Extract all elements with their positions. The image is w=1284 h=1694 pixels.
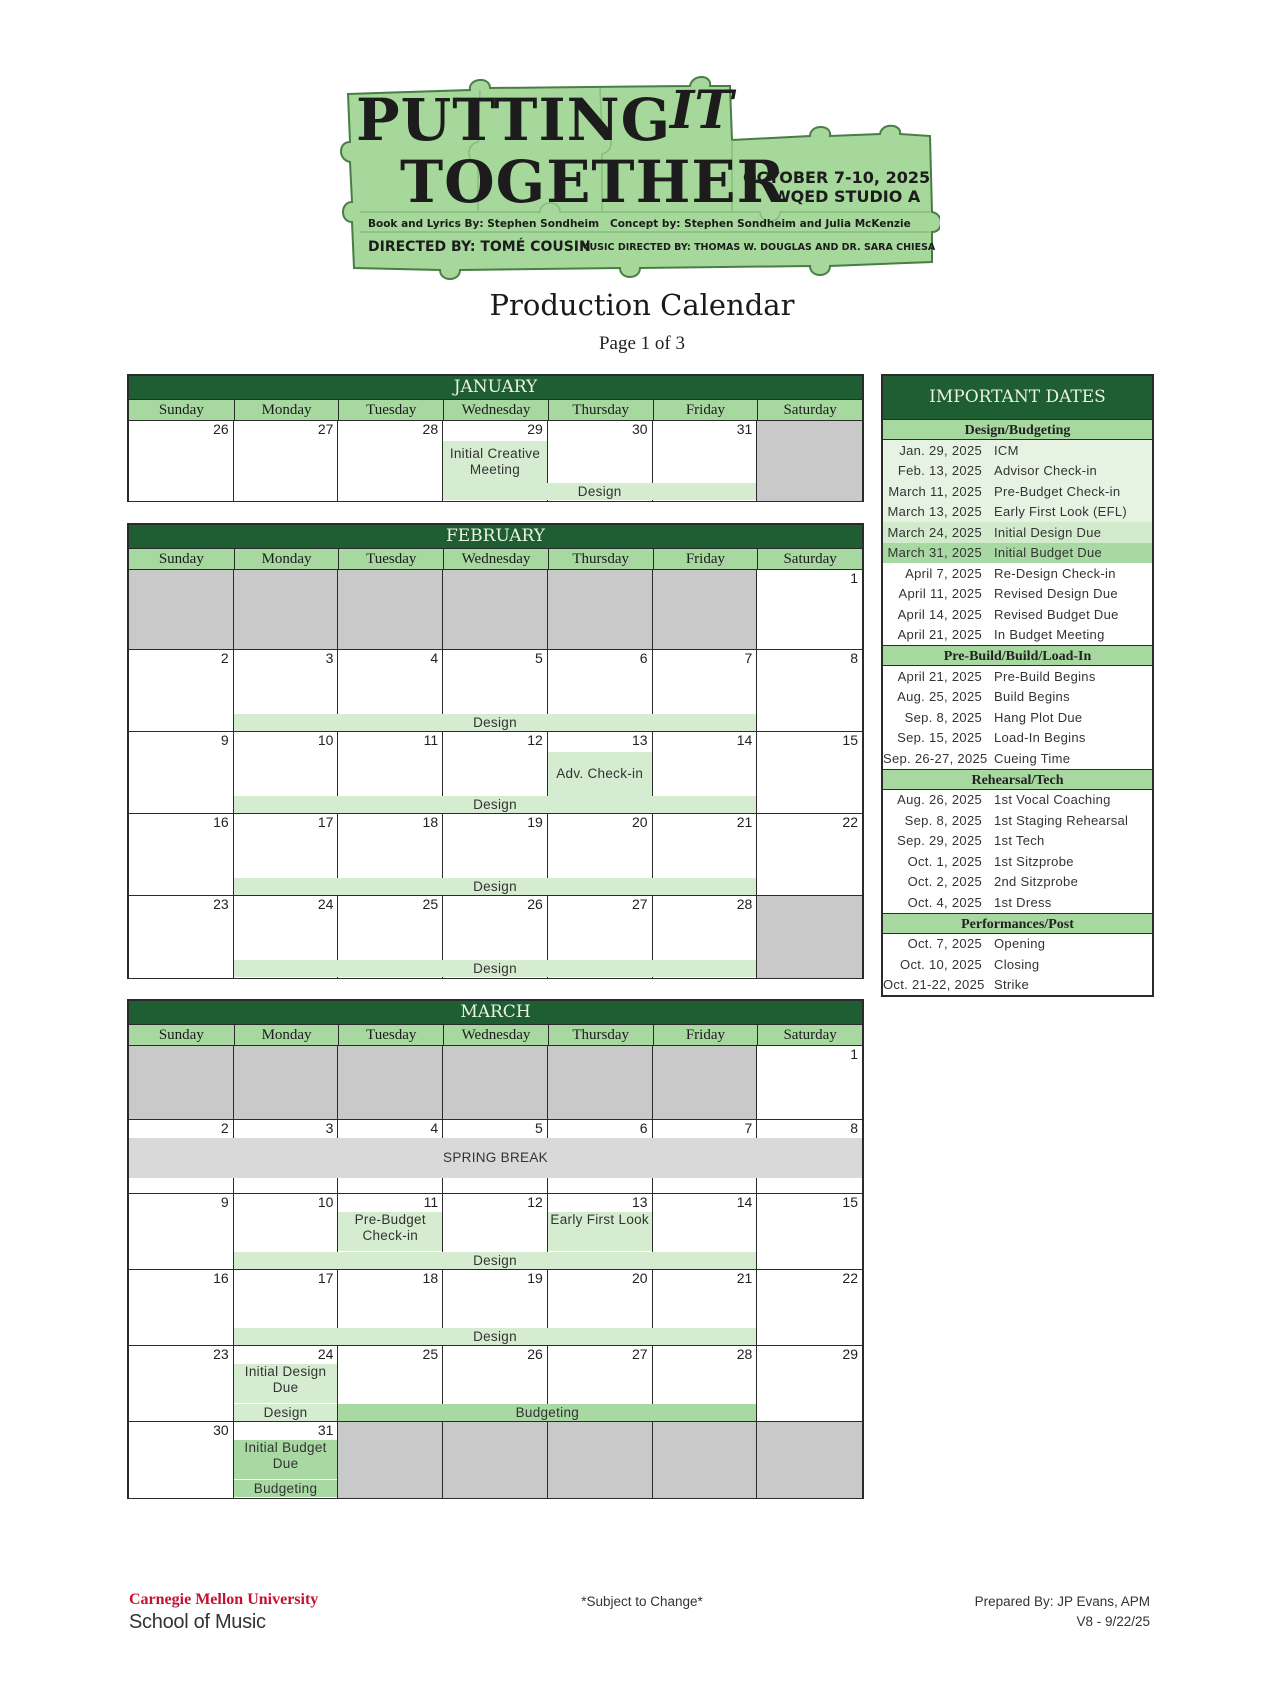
day-number: 27 (317, 421, 334, 437)
day-number: 27 (631, 896, 648, 912)
day-number: 17 (317, 1270, 334, 1286)
important-event: Closing (994, 956, 1040, 972)
day-number: 1 (850, 570, 858, 586)
day-number: 25 (422, 1346, 439, 1362)
day-cell (757, 1270, 862, 1346)
important-event: Build Begins (994, 689, 1070, 705)
day-cell (234, 1046, 339, 1120)
day-number: 20 (631, 1270, 648, 1286)
weekday-header (129, 548, 862, 569)
important-date: April 7, 2025 (905, 565, 982, 581)
day-number: 31 (317, 1422, 334, 1438)
day-cell (338, 570, 443, 650)
important-date: Oct. 10, 2025 (900, 956, 982, 972)
day-cell (338, 1422, 443, 1498)
important-dates-section: Performances/Post (883, 913, 1152, 934)
weekday-label: Tuesday (338, 1025, 443, 1045)
important-date: Jan. 29, 2025 (899, 442, 982, 458)
day-number: 28 (422, 421, 439, 437)
important-event: Early First Look (EFL) (994, 504, 1128, 520)
important-date-row (883, 461, 1152, 482)
day-number: 7 (744, 1120, 753, 1136)
day-cell (757, 1422, 862, 1498)
important-event: Load-In Begins (994, 730, 1086, 746)
day-number: 25 (422, 896, 439, 912)
important-date-row (883, 872, 1152, 893)
day-cell (653, 1046, 758, 1120)
day-number: 20 (631, 814, 648, 830)
important-date-row (883, 625, 1152, 646)
day-number: 10 (317, 732, 334, 748)
important-date-row (883, 563, 1152, 584)
day-number: 13 (631, 732, 648, 748)
subject-to-change-note: *Subject to Change* (581, 1594, 703, 1609)
important-event: Pre-Budget Check-in (994, 483, 1121, 499)
calendar-event: Initial Budget Due (234, 1440, 338, 1479)
page-count: Page 1 of 3 (598, 333, 685, 354)
school-name: School of Music (129, 1611, 266, 1633)
calendar-february (127, 523, 864, 979)
weekday-label: Thursday (548, 400, 653, 420)
day-number: 15 (842, 732, 858, 748)
logo-putting: PUTTING (356, 86, 672, 154)
day-number: 12 (527, 732, 543, 748)
important-date-row (883, 975, 1152, 996)
important-dates-section: Rehearsal/Tech (883, 769, 1152, 790)
day-number: 9 (220, 1194, 229, 1210)
day-cell (129, 1346, 234, 1422)
calendar-event: Design (234, 1252, 757, 1269)
day-number: 15 (842, 1194, 858, 1210)
day-number: 12 (527, 1194, 543, 1210)
day-number: 5 (535, 650, 543, 666)
important-date-row (883, 687, 1152, 708)
weekday-label: Sunday (158, 1027, 204, 1043)
weekday-label: Tuesday (338, 549, 443, 569)
day-number: 30 (213, 1422, 229, 1438)
logo-together: TOGETHER (400, 148, 786, 216)
weekday-label: Saturday (757, 549, 862, 569)
calendar-event: Initial Design Due (234, 1364, 338, 1403)
calendar-grid (129, 420, 862, 500)
important-event: Pre-Build Begins (994, 668, 1096, 684)
important-date: Sep. 29, 2025 (897, 833, 982, 849)
important-date-row (883, 934, 1152, 955)
important-event: Re-Design Check-in (994, 565, 1116, 581)
important-date: Oct. 4, 2025 (907, 894, 982, 910)
weekday-label: Thursday (548, 549, 653, 569)
calendar-event: Early First Look (548, 1212, 652, 1251)
logo-it: IT (670, 80, 734, 141)
day-cell (129, 421, 234, 501)
weekday-header (129, 399, 862, 420)
weekday-label: Friday (653, 400, 758, 420)
month-header: MARCH (129, 1001, 862, 1024)
weekday-label: Monday (234, 400, 339, 420)
day-cell (129, 1422, 234, 1498)
weekday-label: Sunday (158, 551, 204, 567)
day-number: 2 (220, 1120, 229, 1136)
calendar-event: Design (234, 1328, 757, 1345)
calendar-event: Budgeting (234, 1480, 338, 1497)
weekday-label: Saturday (757, 400, 862, 420)
day-cell (757, 896, 862, 978)
day-number: 29 (842, 1346, 858, 1362)
day-number: 9 (220, 732, 229, 748)
important-date-row (883, 728, 1152, 749)
important-event: 1st Sitzprobe (994, 853, 1074, 869)
important-event: Revised Design Due (994, 586, 1118, 602)
day-number: 23 (213, 1346, 229, 1362)
important-date: March 11, 2025 (888, 483, 982, 499)
important-date: April 11, 2025 (898, 586, 982, 602)
day-cell (653, 1422, 758, 1498)
day-cell (757, 1346, 862, 1422)
day-number: 16 (213, 1270, 229, 1286)
day-cell (653, 570, 758, 650)
day-number: 21 (736, 1270, 753, 1286)
important-date: Oct. 2, 2025 (907, 874, 982, 890)
calendar-grid (129, 1045, 862, 1497)
day-cell (443, 570, 548, 650)
day-number: 16 (213, 814, 229, 830)
day-number: 8 (850, 1120, 858, 1136)
university-name: Carnegie Mellon University (129, 1591, 319, 1608)
day-number: 11 (423, 1194, 439, 1210)
weekday-label: Monday (234, 549, 339, 569)
day-number: 28 (736, 1346, 753, 1362)
day-cell (757, 814, 862, 896)
important-event: 1st Dress (994, 894, 1052, 910)
important-event: 1st Tech (994, 833, 1045, 849)
day-number: 26 (527, 896, 543, 912)
important-event: ICM (994, 442, 1019, 458)
day-number: 8 (850, 650, 858, 666)
day-number: 19 (527, 814, 543, 830)
day-number: 4 (430, 650, 439, 666)
important-event: Opening (994, 936, 1046, 952)
day-number: 27 (631, 1346, 648, 1362)
day-number: 22 (842, 814, 858, 830)
day-cell (548, 570, 653, 650)
logo-concept-credit: Concept by: Stephen Sondheim and Julia McKenzie (610, 218, 911, 230)
weekday-label: Friday (653, 1025, 758, 1045)
calendar-event: SPRING BREAK (129, 1138, 862, 1178)
month-header: FEBRUARY (129, 525, 862, 548)
important-date: Feb. 13, 2025 (897, 463, 982, 479)
important-date: Sep. 26-27, 2025 (883, 750, 988, 766)
important-date-row (883, 584, 1152, 605)
day-cell (757, 1046, 862, 1120)
day-number: 6 (639, 1120, 648, 1136)
important-date: Sep. 8, 2025 (904, 812, 982, 828)
calendar-event: Initial Creative Meeting (443, 441, 547, 483)
calendar-event: Design (234, 960, 757, 977)
month-header: JANUARY (129, 376, 862, 399)
day-cell (234, 421, 339, 501)
important-date: Sep. 15, 2025 (897, 730, 982, 746)
important-date-row (883, 831, 1152, 852)
weekday-label: Thursday (548, 1025, 653, 1045)
weekday-header (129, 1024, 862, 1045)
important-date: Oct. 1, 2025 (907, 853, 982, 869)
calendar-event: Design (234, 796, 757, 813)
important-date-row (883, 810, 1152, 831)
day-number: 5 (535, 1120, 543, 1136)
show-logo (340, 72, 940, 290)
day-cell (548, 1046, 653, 1120)
calendar-event: Design (234, 1404, 338, 1421)
important-dates-title: IMPORTANT DATES (883, 376, 1152, 419)
important-date-row (883, 790, 1152, 811)
important-date-row (883, 666, 1152, 687)
day-cell (129, 814, 234, 896)
important-dates-section: Design/Budgeting (883, 419, 1152, 440)
day-cell (129, 1046, 234, 1120)
weekday-label: Sunday (158, 402, 204, 418)
weekday-label: Saturday (757, 1025, 862, 1045)
important-dates-section: Pre-Build/Build/Load-In (883, 645, 1152, 666)
important-event: Initial Budget Due (994, 545, 1103, 561)
day-cell (234, 570, 339, 650)
day-cell (129, 732, 234, 814)
day-number: 3 (325, 1120, 334, 1136)
important-dates-list (883, 419, 1152, 995)
day-number: 26 (527, 1346, 543, 1362)
day-number: 4 (430, 1120, 439, 1136)
weekday-label: Tuesday (338, 400, 443, 420)
logo-director-credit: DIRECTED BY: TOMÉ COUSIN (368, 239, 591, 255)
day-cell (443, 1046, 548, 1120)
day-number: 29 (527, 421, 543, 437)
day-number: 24 (317, 1346, 334, 1362)
day-number: 1 (850, 1046, 858, 1062)
logo-dates: OCTOBER 7-10, 2025 (743, 168, 931, 187)
day-number: 7 (744, 650, 753, 666)
page-title: Production Calendar (489, 288, 795, 322)
important-date: Sep. 8, 2025 (904, 709, 982, 725)
important-date: March 31, 2025 (887, 545, 982, 561)
weekday-label: Wednesday (443, 549, 548, 569)
important-event: Hang Plot Due (994, 709, 1083, 725)
calendar-grid (129, 569, 862, 977)
day-number: 30 (631, 421, 648, 437)
day-number: 6 (639, 650, 648, 666)
day-cell (129, 1270, 234, 1346)
day-number: 10 (317, 1194, 334, 1210)
important-date: March 24, 2025 (887, 524, 982, 540)
logo-music-credit: MUSIC DIRECTED BY: THOMAS W. DOUGLAS AND DR. SARA CHIESA (580, 242, 936, 253)
day-number: 28 (736, 896, 753, 912)
important-date-row (883, 851, 1152, 872)
important-date: Aug. 26, 2025 (897, 792, 982, 808)
day-number: 24 (317, 896, 334, 912)
day-cell (757, 570, 862, 650)
calendar-event: Adv. Check-in (548, 752, 652, 796)
important-date-row (883, 892, 1152, 913)
day-cell (129, 570, 234, 650)
day-cell (757, 732, 862, 814)
weekday-label: Wednesday (443, 1025, 548, 1045)
weekday-label: Friday (653, 549, 758, 569)
day-cell (548, 1422, 653, 1498)
day-cell (757, 421, 862, 501)
day-number: 14 (736, 1194, 753, 1210)
day-number: 11 (423, 732, 439, 748)
weekday-label: Wednesday (443, 400, 548, 420)
day-number: 18 (422, 1270, 439, 1286)
important-event: 2nd Sitzprobe (994, 874, 1079, 890)
logo-venue: WQED STUDIO A (773, 187, 921, 206)
day-cell (129, 650, 234, 732)
important-date-row (883, 481, 1152, 502)
day-cell (129, 1194, 234, 1270)
important-date: Oct. 21-22, 2025 (883, 977, 985, 993)
day-number: 17 (317, 814, 334, 830)
day-cell (757, 1194, 862, 1270)
important-event: Strike (994, 977, 1030, 993)
calendar-march (127, 999, 864, 1499)
day-number: 22 (842, 1270, 858, 1286)
important-event: Revised Budget Due (994, 606, 1119, 622)
day-number: 23 (213, 896, 229, 912)
calendar-january (127, 374, 864, 502)
important-date: March 13, 2025 (887, 504, 982, 520)
calendar-event: Design (443, 483, 756, 500)
day-number: 26 (213, 421, 229, 437)
version-label: V8 - 9/22/25 (1076, 1614, 1150, 1629)
important-date-row (883, 502, 1152, 523)
calendar-event: Budgeting (338, 1404, 756, 1421)
important-date-row (883, 748, 1152, 769)
day-number: 14 (736, 732, 753, 748)
important-event: In Budget Meeting (994, 627, 1105, 643)
important-dates-panel (881, 374, 1154, 997)
day-cell (129, 896, 234, 978)
important-event: Advisor Check-in (994, 463, 1098, 479)
important-date-row (883, 440, 1152, 461)
important-date: Aug. 25, 2025 (897, 689, 982, 705)
important-date-row (883, 604, 1152, 625)
important-event: 1st Staging Rehearsal (994, 812, 1129, 828)
day-cell (757, 650, 862, 732)
day-number: 21 (736, 814, 753, 830)
calendar-event: Design (234, 714, 757, 731)
important-date: April 21, 2025 (897, 627, 982, 643)
important-date-row (883, 543, 1152, 564)
day-cell (338, 421, 443, 501)
day-number: 2 (220, 650, 229, 666)
logo-book-credit: Book and Lyrics By: Stephen Sondheim (368, 218, 600, 230)
day-number: 18 (422, 814, 439, 830)
important-date: April 14, 2025 (897, 606, 982, 622)
calendar-event: Design (234, 878, 757, 895)
important-event: 1st Vocal Coaching (994, 792, 1111, 808)
calendar-event: Pre-Budget Check-in (338, 1212, 442, 1251)
important-date-row (883, 707, 1152, 728)
important-date: Oct. 7, 2025 (907, 936, 982, 952)
day-cell (338, 1046, 443, 1120)
important-event: Initial Design Due (994, 524, 1102, 540)
important-event: Cueing Time (994, 750, 1071, 766)
important-date-row (883, 954, 1152, 975)
day-number: 3 (325, 650, 334, 666)
weekday-label: Monday (234, 1025, 339, 1045)
day-number: 13 (631, 1194, 648, 1210)
important-date-row (883, 522, 1152, 543)
day-cell (443, 1422, 548, 1498)
day-number: 31 (736, 421, 753, 437)
important-date: April 21, 2025 (897, 668, 982, 684)
prepared-by: Prepared By: JP Evans, APM (974, 1594, 1150, 1609)
day-number: 19 (527, 1270, 543, 1286)
